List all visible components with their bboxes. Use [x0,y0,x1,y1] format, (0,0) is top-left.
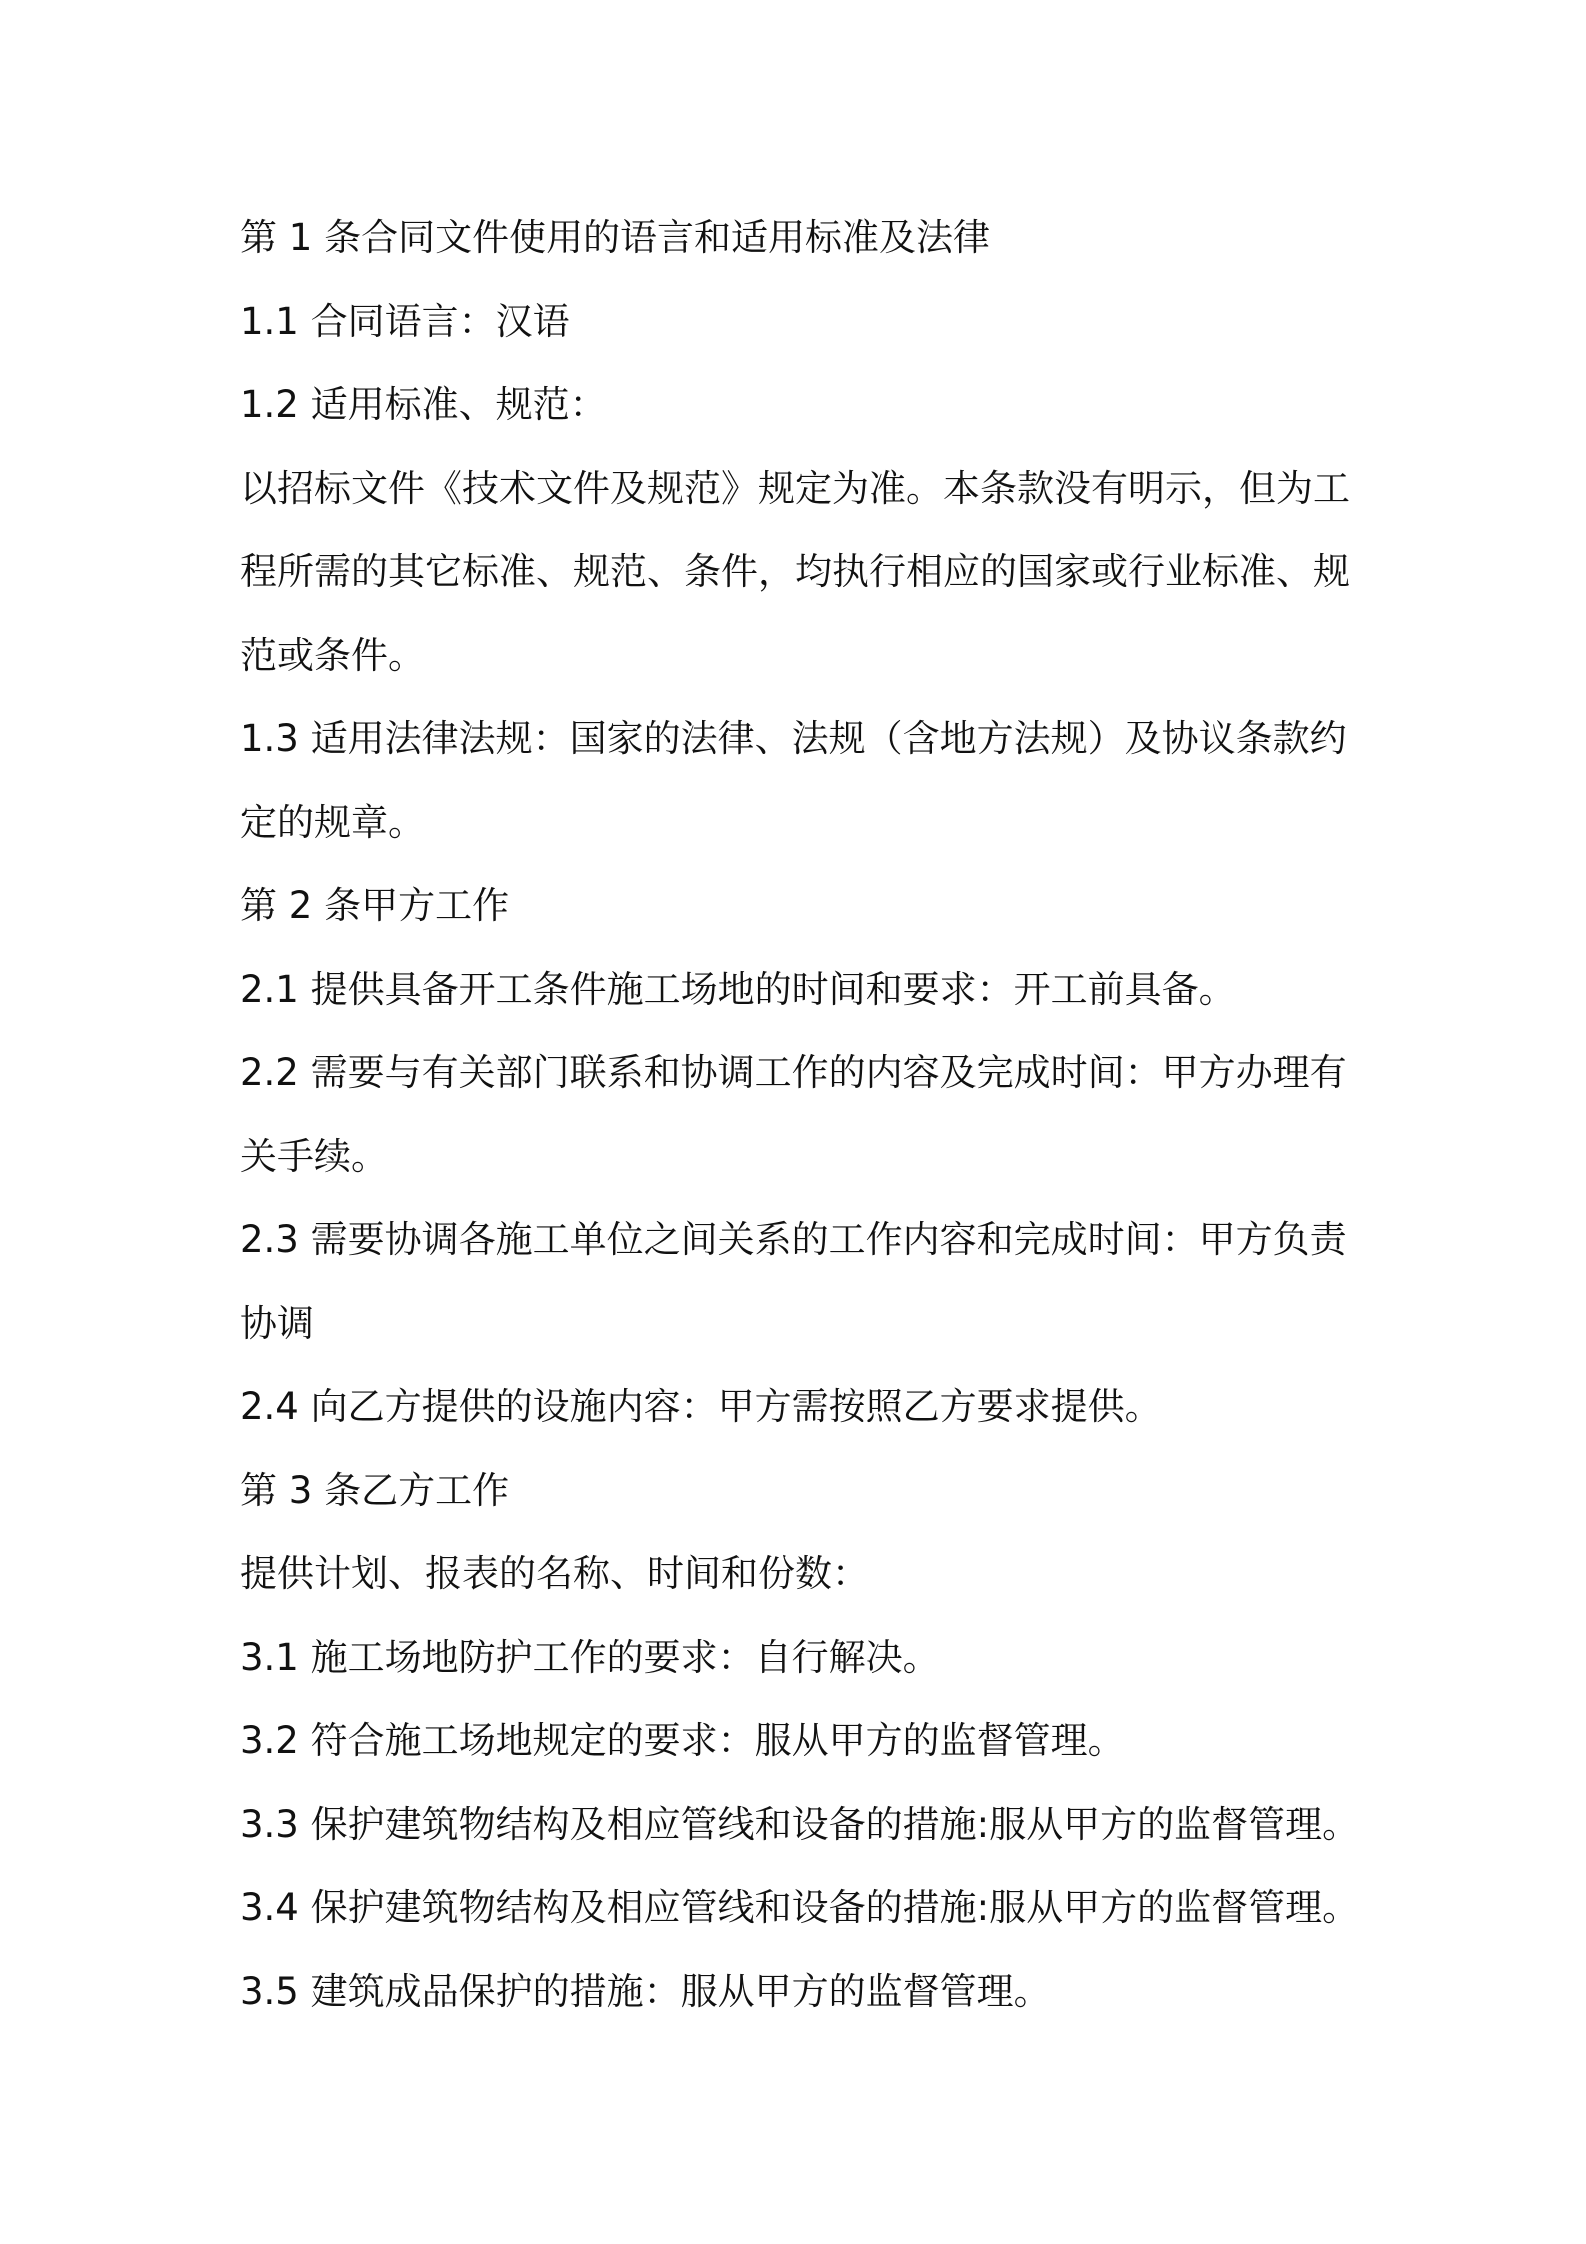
article-3-intro: 提供计划、报表的名称、时间和份数： [240,1552,869,1595]
clause-3-5: 3.5 建筑成品保护的措施：服从甲方的监督管理。 [240,1969,1051,2013]
clause-3-4: 3.4 保护建筑物结构及相应管线和设备的措施:服从甲方的监督管理。 [240,1886,1360,1929]
clause-1-3-line-2: 定的规章。 [240,800,425,844]
clause-2-3-line-2: 协调 [240,1301,314,1345]
clause-3-2: 3.2 符合施工场地规定的要求：服从甲方的监督管理。 [240,1719,1125,1762]
clause-1-3-line-1: 1.3 适用法律法规：国家的法律、法规（含地方法规）及协议条款约 [240,717,1347,760]
document-body [240,196,1365,2033]
clause-3-1: 3.1 施工场地防护工作的要求：自行解决。 [240,1635,940,1679]
clause-3-3: 3.3 保护建筑物结构及相应管线和设备的措施:服从甲方的监督管理。 [240,1802,1360,1846]
article-2-heading: 第 2 条甲方工作 [240,884,510,927]
clause-2-4: 2.4 向乙方提供的设施内容：甲方需按照乙方要求提供。 [240,1385,1162,1428]
article-3-heading: 第 3 条乙方工作 [240,1468,510,1512]
clause-2-2-line-2: 关手续。 [240,1134,388,1178]
clause-2-2-line-1: 2.2 需要与有关部门联系和协调工作的内容及完成时间：甲方办理有 [240,1051,1347,1094]
clause-1-2-body-line-1: 以招标文件《技术文件及规范》规定为准。本条款没有明示，但为工 [240,466,1350,510]
clause-1-1: 1.1 合同语言：汉语 [240,299,570,343]
article-1-heading: 第 1 条合同文件使用的语言和适用标准及法律 [240,216,991,259]
clause-2-3-line-1: 2.3 需要协调各施工单位之间关系的工作内容和完成时间：甲方负责 [240,1218,1347,1261]
clause-2-1: 2.1 提供具备开工条件施工场地的时间和要求：开工前具备。 [240,967,1236,1011]
clause-1-2: 1.2 适用标准、规范： [240,383,607,426]
clause-1-2-body-line-2: 程所需的其它标准、规范、条件，均执行相应的国家或行业标准、规 [240,550,1350,593]
clause-1-2-body-line-3: 范或条件。 [240,633,425,677]
